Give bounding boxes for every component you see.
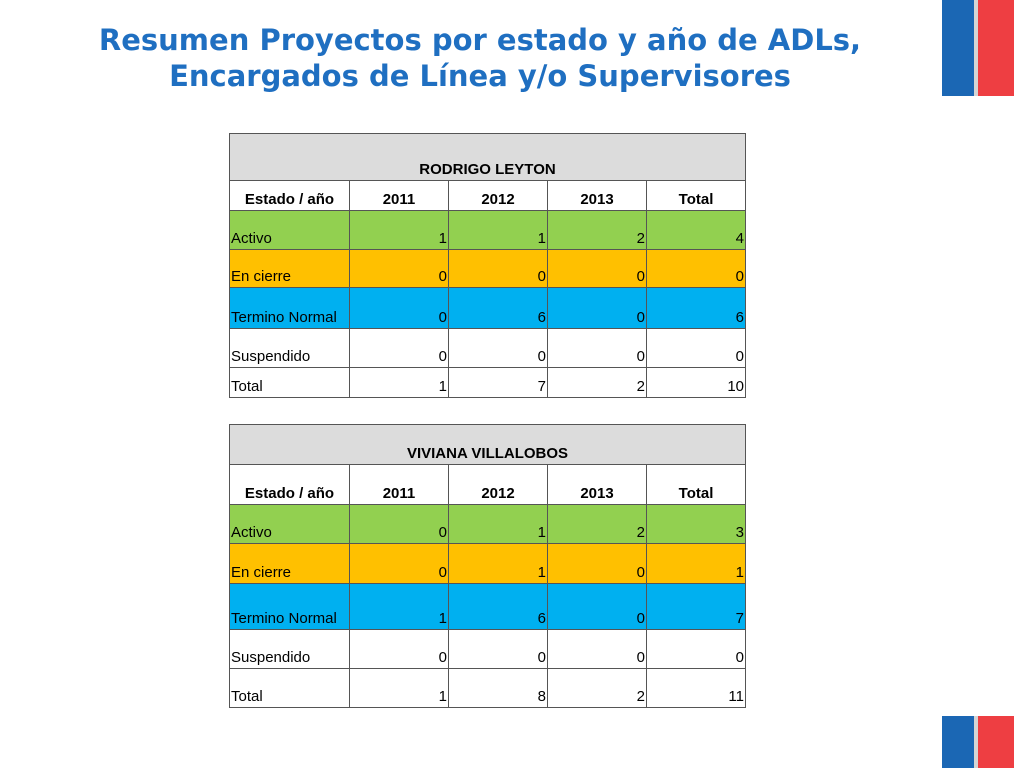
row-label: Total xyxy=(230,669,350,708)
table-row xyxy=(230,288,746,329)
header-total: Total xyxy=(647,465,746,505)
table-row xyxy=(230,329,746,368)
cell-total: 0 xyxy=(647,250,746,288)
cell-total: 6 xyxy=(647,288,746,329)
row-label: En cierre xyxy=(230,250,350,288)
table-row xyxy=(230,505,746,544)
table-rodrigo-leyton xyxy=(229,133,746,398)
table-title: RODRIGO LEYTON xyxy=(230,134,746,181)
header-2013: 2013 xyxy=(548,181,647,211)
cell-total: 0 xyxy=(647,329,746,368)
cell-2012: 6 xyxy=(449,288,548,329)
cell-2011: 0 xyxy=(350,544,449,584)
table-row xyxy=(230,584,746,630)
row-label: Activo xyxy=(230,211,350,250)
flag-logo-bottom xyxy=(942,716,1014,768)
cell-2011: 0 xyxy=(350,505,449,544)
cell-total: 1 xyxy=(647,544,746,584)
cell-2013: 0 xyxy=(548,544,647,584)
header-2012: 2012 xyxy=(449,465,548,505)
cell-2011: 1 xyxy=(350,669,449,708)
cell-2011: 0 xyxy=(350,250,449,288)
header-2012: 2012 xyxy=(449,181,548,211)
cell-2013: 2 xyxy=(548,505,647,544)
cell-total: 0 xyxy=(647,630,746,669)
row-label: Suspendido xyxy=(230,630,350,669)
title-line-1: Resumen Proyectos por estado y año de ADLs, xyxy=(98,23,862,57)
cell-2012: 0 xyxy=(449,329,548,368)
row-label: Termino Normal xyxy=(230,584,350,630)
table-row xyxy=(230,211,746,250)
cell-2013: 2 xyxy=(548,669,647,708)
table-row xyxy=(230,250,746,288)
table-row xyxy=(230,368,746,398)
cell-2011: 1 xyxy=(350,368,449,398)
cell-2011: 1 xyxy=(350,211,449,250)
cell-2011: 1 xyxy=(350,584,449,630)
page-title xyxy=(60,22,900,94)
cell-total: 7 xyxy=(647,584,746,630)
header-estado: Estado / año xyxy=(230,465,350,505)
row-label: En cierre xyxy=(230,544,350,584)
header-estado: Estado / año xyxy=(230,181,350,211)
table-title: VIVIANA VILLALOBOS xyxy=(230,425,746,465)
cell-2012: 8 xyxy=(449,669,548,708)
table-row xyxy=(230,669,746,708)
cell-total: 3 xyxy=(647,505,746,544)
cell-total: 11 xyxy=(647,669,746,708)
cell-2012: 7 xyxy=(449,368,548,398)
cell-2013: 0 xyxy=(548,630,647,669)
cell-2013: 0 xyxy=(548,288,647,329)
cell-2013: 0 xyxy=(548,250,647,288)
row-label: Activo xyxy=(230,505,350,544)
cell-2012: 0 xyxy=(449,250,548,288)
cell-2013: 2 xyxy=(548,211,647,250)
cell-2012: 1 xyxy=(449,544,548,584)
row-label: Termino Normal xyxy=(230,288,350,329)
cell-2013: 0 xyxy=(548,329,647,368)
cell-2011: 0 xyxy=(350,630,449,669)
table-row xyxy=(230,544,746,584)
header-2011: 2011 xyxy=(350,181,449,211)
cell-2012: 1 xyxy=(449,505,548,544)
cell-2013: 2 xyxy=(548,368,647,398)
cell-2011: 0 xyxy=(350,288,449,329)
cell-total: 10 xyxy=(647,368,746,398)
title-line-2: Encargados de Línea y/o Supervisores xyxy=(169,59,791,93)
row-label: Total xyxy=(230,368,350,398)
header-2013: 2013 xyxy=(548,465,647,505)
cell-total: 4 xyxy=(647,211,746,250)
table-viviana-villalobos xyxy=(229,424,746,708)
row-label: Suspendido xyxy=(230,329,350,368)
table-row xyxy=(230,630,746,669)
flag-logo-top xyxy=(942,0,1014,96)
cell-2012: 0 xyxy=(449,630,548,669)
cell-2012: 1 xyxy=(449,211,548,250)
cell-2013: 0 xyxy=(548,584,647,630)
cell-2012: 6 xyxy=(449,584,548,630)
cell-2011: 0 xyxy=(350,329,449,368)
header-total: Total xyxy=(647,181,746,211)
header-2011: 2011 xyxy=(350,465,449,505)
